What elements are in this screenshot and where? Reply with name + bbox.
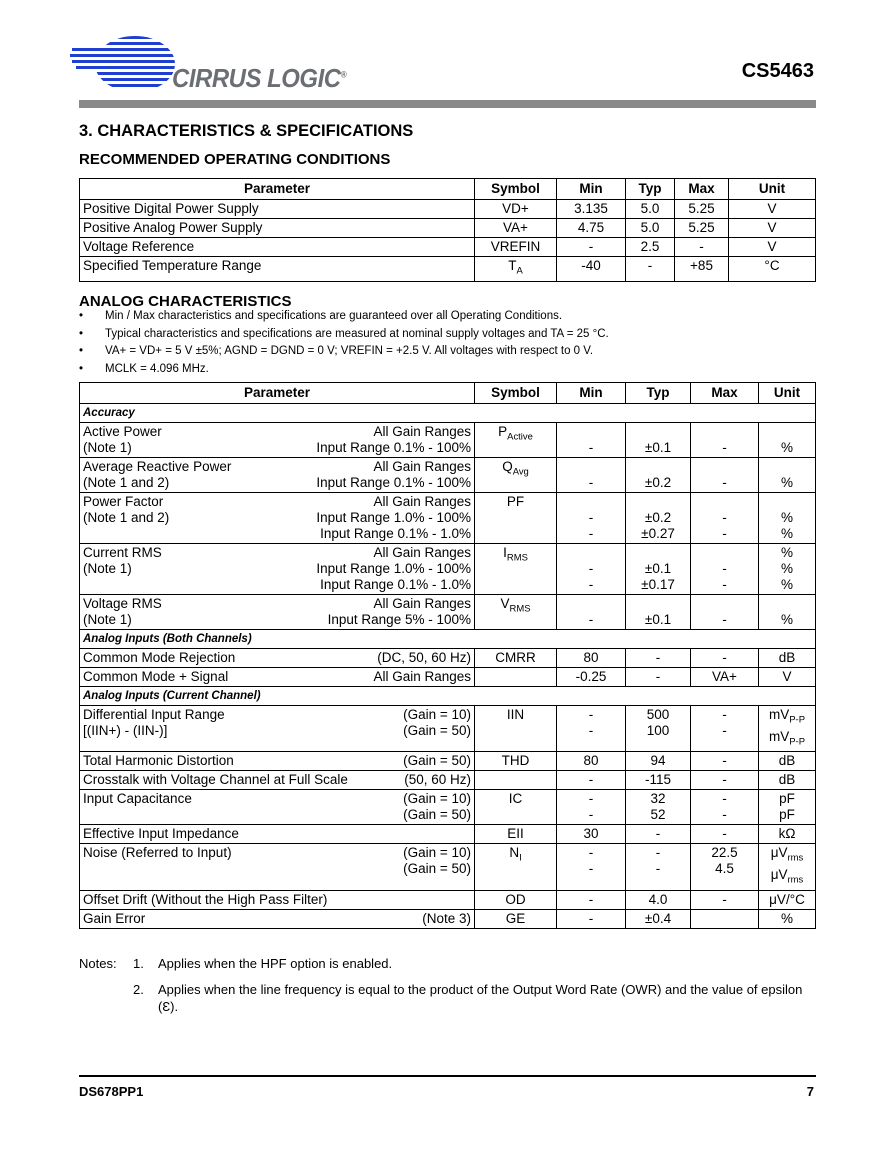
- cell-param: Active Power All Gain Ranges (Note 1) Input Range 0.1% - 100%: [80, 423, 475, 458]
- cell-typ: 4.0: [626, 890, 691, 909]
- cell-symbol: EII: [475, 825, 557, 844]
- col-symbol: Symbol: [475, 179, 557, 200]
- table-row: [80, 668, 816, 687]
- table-row: [80, 595, 816, 630]
- cell-min: 80: [557, 752, 626, 771]
- cell-unit: μV/°C: [759, 890, 816, 909]
- table-row: [80, 752, 816, 771]
- cell-typ: 32 52: [626, 790, 691, 825]
- cell-unit: dB: [759, 649, 816, 668]
- cell-param: Effective Input Impedance: [80, 825, 475, 844]
- cell-unit: V: [729, 200, 816, 219]
- table-row: [80, 200, 816, 219]
- cell-typ: -: [626, 825, 691, 844]
- cell-symbol: PF: [475, 493, 557, 544]
- cell-max: - -: [691, 706, 759, 752]
- section-title: 3. CHARACTERISTICS & SPECIFICATIONS: [79, 122, 414, 140]
- cell-min: -0.25: [557, 668, 626, 687]
- cell-unit: $\mu V_{rms}$ $\mu V_{rms}$: [759, 844, 816, 890]
- cell-min: -40: [557, 257, 626, 282]
- cell-symbol: [475, 771, 557, 790]
- list-item: • Min / Max characteristics and specifications are guaranteed over all Operating Conditions.: [79, 310, 563, 322]
- table-row: [80, 238, 816, 257]
- cell-param: Average Reactive Power All Gain Ranges (Note 1 and 2) Input Range 0.1% - 100%: [80, 458, 475, 493]
- col-typ: Typ: [626, 383, 691, 404]
- cell-unit: %: [759, 595, 816, 630]
- table-row: [80, 771, 816, 790]
- cell-symbol: VREFIN: [475, 238, 557, 257]
- cell-typ: 2.5: [626, 238, 675, 257]
- cell-max: -: [675, 238, 729, 257]
- analog-header-row: [80, 383, 816, 404]
- table-row: [80, 423, 816, 458]
- cell-param: Differential Input Range (Gain = 10) [(IIN+) - (IIN-)] (Gain = 50): [80, 706, 475, 752]
- cell-param: Common Mode + Signal All Gain Ranges: [80, 668, 475, 687]
- cell-max: [691, 909, 759, 928]
- cell-unit: V: [729, 219, 816, 238]
- cell-max: -: [691, 752, 759, 771]
- cell-unit: % %: [759, 493, 816, 544]
- roc-table: [79, 178, 816, 282]
- cell-param: Voltage Reference: [80, 238, 475, 257]
- cell-symbol: $I_{RMS}$: [475, 544, 557, 595]
- table-row: [80, 844, 816, 890]
- cell-typ: 5.0: [626, 200, 675, 219]
- cell-max: - -: [691, 544, 759, 595]
- cirrus-swoosh-icon: [70, 34, 180, 96]
- cirrus-logic-logo: [70, 34, 347, 96]
- cell-unit: %: [759, 458, 816, 493]
- col-min: Min: [557, 179, 626, 200]
- cell-unit: dB: [759, 771, 816, 790]
- table-row: [80, 890, 816, 909]
- cell-symbol: OD: [475, 890, 557, 909]
- cell-min: - -: [557, 844, 626, 890]
- cell-symbol: IIN: [475, 706, 557, 752]
- cell-unit: %: [759, 423, 816, 458]
- cell-typ: 94: [626, 752, 691, 771]
- notes: [79, 955, 819, 1015]
- cell-min: 30: [557, 825, 626, 844]
- cell-typ: -: [626, 257, 675, 282]
- table-row: [80, 544, 816, 595]
- cell-max: 5.25: [675, 200, 729, 219]
- list-item: • VA+ = VD+ = 5 V ±5%; AGND = DGND = 0 V; VREFIN = +2.5 V. All voltages with respect to 0 V.: [79, 345, 594, 357]
- cell-param: Common Mode Rejection (DC, 50, 60 Hz): [80, 649, 475, 668]
- cell-param: Voltage RMS All Gain Ranges (Note 1) Input Range 5% - 100%: [80, 595, 475, 630]
- cell-param: Total Harmonic Distortion (Gain = 50): [80, 752, 475, 771]
- document-title: CS5463: [741, 60, 814, 82]
- cell-min: 4.75: [557, 219, 626, 238]
- cell-typ: -: [626, 649, 691, 668]
- cell-typ: -: [626, 668, 691, 687]
- cell-unit: $mV_{P-P}$ $mV_{P-P}$: [759, 706, 816, 752]
- cell-typ: -115: [626, 771, 691, 790]
- cell-param: Input Capacitance (Gain = 10) (Gain = 50): [80, 790, 475, 825]
- col-typ: Typ: [626, 179, 675, 200]
- cell-max: -: [691, 771, 759, 790]
- cell-unit: dB: [759, 752, 816, 771]
- cell-min: -: [557, 423, 626, 458]
- col-max: Max: [691, 383, 759, 404]
- cell-min: 3.135: [557, 200, 626, 219]
- table-row: [80, 649, 816, 668]
- cell-max: - -: [691, 493, 759, 544]
- header-rule: [79, 100, 816, 108]
- roc-title: RECOMMENDED OPERATING CONDITIONS: [79, 151, 391, 168]
- cell-typ: ±0.2 ±0.27: [626, 493, 691, 544]
- cell-typ: ±0.2: [626, 458, 691, 493]
- cell-param: Crosstalk with Voltage Channel at Full Scale (50, 60 Hz): [80, 771, 475, 790]
- cell-min: -: [557, 238, 626, 257]
- section-row-inputs-both: Analog Inputs (Both Channels): [80, 630, 816, 649]
- cell-max: 22.5 4.5: [691, 844, 759, 890]
- cell-param: Offset Drift (Without the High Pass Filter): [80, 890, 475, 909]
- table-row: [80, 493, 816, 544]
- note-item: Notes: 1. Applies when the HPF option is enabled.: [79, 956, 393, 971]
- cell-symbol: IC: [475, 790, 557, 825]
- section-row-accuracy: Accuracy: [80, 404, 816, 423]
- table-row: [80, 909, 816, 928]
- cell-min: - -: [557, 706, 626, 752]
- cell-unit: % % %: [759, 544, 816, 595]
- cell-typ: 5.0: [626, 219, 675, 238]
- cell-param: Positive Digital Power Supply: [80, 200, 475, 219]
- col-unit: Unit: [759, 383, 816, 404]
- cell-max: -: [691, 890, 759, 909]
- cell-max: -: [691, 458, 759, 493]
- table-row: [80, 790, 816, 825]
- page-number: 7: [806, 1084, 814, 1099]
- analog-table: [79, 382, 816, 929]
- cell-max: 5.25: [675, 219, 729, 238]
- logo-wordmark: CIRRUS LOGIC®: [172, 63, 347, 93]
- cell-min: -: [557, 909, 626, 928]
- cell-max: VA+: [691, 668, 759, 687]
- cell-unit: pF pF: [759, 790, 816, 825]
- cell-symbol: $Q_{Avg}$: [475, 458, 557, 493]
- cell-max: -: [691, 649, 759, 668]
- cell-symbol: $T_A$: [475, 257, 557, 282]
- table-row: [80, 458, 816, 493]
- cell-symbol: $N_I$: [475, 844, 557, 890]
- cell-unit: kΩ: [759, 825, 816, 844]
- cell-typ: ±0.1: [626, 595, 691, 630]
- cell-typ: ±0.1 ±0.17: [626, 544, 691, 595]
- list-item: • MCLK = 4.096 MHz.: [79, 362, 209, 375]
- footer-rule: [79, 1075, 816, 1077]
- document-number: DS678PP1: [79, 1084, 144, 1099]
- cell-min: -: [557, 595, 626, 630]
- cell-symbol: GE: [475, 909, 557, 928]
- col-unit: Unit: [729, 179, 816, 200]
- cell-typ: ±0.1: [626, 423, 691, 458]
- col-parameter: Parameter: [80, 179, 475, 200]
- cell-param: Gain Error (Note 3): [80, 909, 475, 928]
- cell-typ: ±0.4: [626, 909, 691, 928]
- cell-min: 80: [557, 649, 626, 668]
- cell-max: - -: [691, 790, 759, 825]
- table-row: [80, 825, 816, 844]
- col-parameter: Parameter: [80, 383, 475, 404]
- cell-symbol: THD: [475, 752, 557, 771]
- cell-min: -: [557, 890, 626, 909]
- cell-min: - -: [557, 493, 626, 544]
- table-row: [80, 257, 816, 282]
- cell-symbol: $P_{Active}$: [475, 423, 557, 458]
- col-symbol: Symbol: [475, 383, 557, 404]
- roc-header-row: [80, 179, 816, 200]
- cell-param: Positive Analog Power Supply: [80, 219, 475, 238]
- cell-symbol: $V_{RMS}$: [475, 595, 557, 630]
- cell-typ: 500 100: [626, 706, 691, 752]
- analog-conditions-list: [79, 308, 609, 378]
- cell-param: Specified Temperature Range: [80, 257, 475, 282]
- col-min: Min: [557, 383, 626, 404]
- cell-max: +85: [675, 257, 729, 282]
- note-item: 2. Applies when the line frequency is equal to the product of the Output Word Rate (OWR) and the value of epsilon (Ɛ).: [133, 982, 803, 1014]
- cell-max: -: [691, 825, 759, 844]
- cell-unit: °C: [729, 257, 816, 282]
- col-max: Max: [675, 179, 729, 200]
- cell-symbol: VA+: [475, 219, 557, 238]
- cell-min: - -: [557, 790, 626, 825]
- table-row: [80, 706, 816, 752]
- cell-unit: V: [759, 668, 816, 687]
- cell-symbol: CMRR: [475, 649, 557, 668]
- section-row-inputs-current: Analog Inputs (Current Channel): [80, 687, 816, 706]
- cell-max: -: [691, 595, 759, 630]
- analog-title: ANALOG CHARACTERISTICS: [79, 293, 292, 310]
- cell-symbol: VD+: [475, 200, 557, 219]
- cell-typ: - -: [626, 844, 691, 890]
- cell-param: Noise (Referred to Input) (Gain = 10) (Gain = 50): [80, 844, 475, 890]
- cell-unit: V: [729, 238, 816, 257]
- cell-min: - -: [557, 544, 626, 595]
- cell-param: Current RMS All Gain Ranges (Note 1) Input Range 1.0% - 100% Input Range 0.1% - 1.0%: [80, 544, 475, 595]
- cell-min: -: [557, 458, 626, 493]
- cell-max: -: [691, 423, 759, 458]
- table-row: [80, 219, 816, 238]
- cell-param: Power Factor All Gain Ranges (Note 1 and 2) Input Range 1.0% - 100% Input Range 0.1% - 1.0%: [80, 493, 475, 544]
- cell-symbol: [475, 668, 557, 687]
- notes-label: Notes:: [79, 956, 117, 971]
- list-item: • Typical characteristics and specifications are measured at nominal supply voltages and TA = 25 °C.: [79, 327, 609, 340]
- cell-min: -: [557, 771, 626, 790]
- cell-unit: %: [759, 909, 816, 928]
